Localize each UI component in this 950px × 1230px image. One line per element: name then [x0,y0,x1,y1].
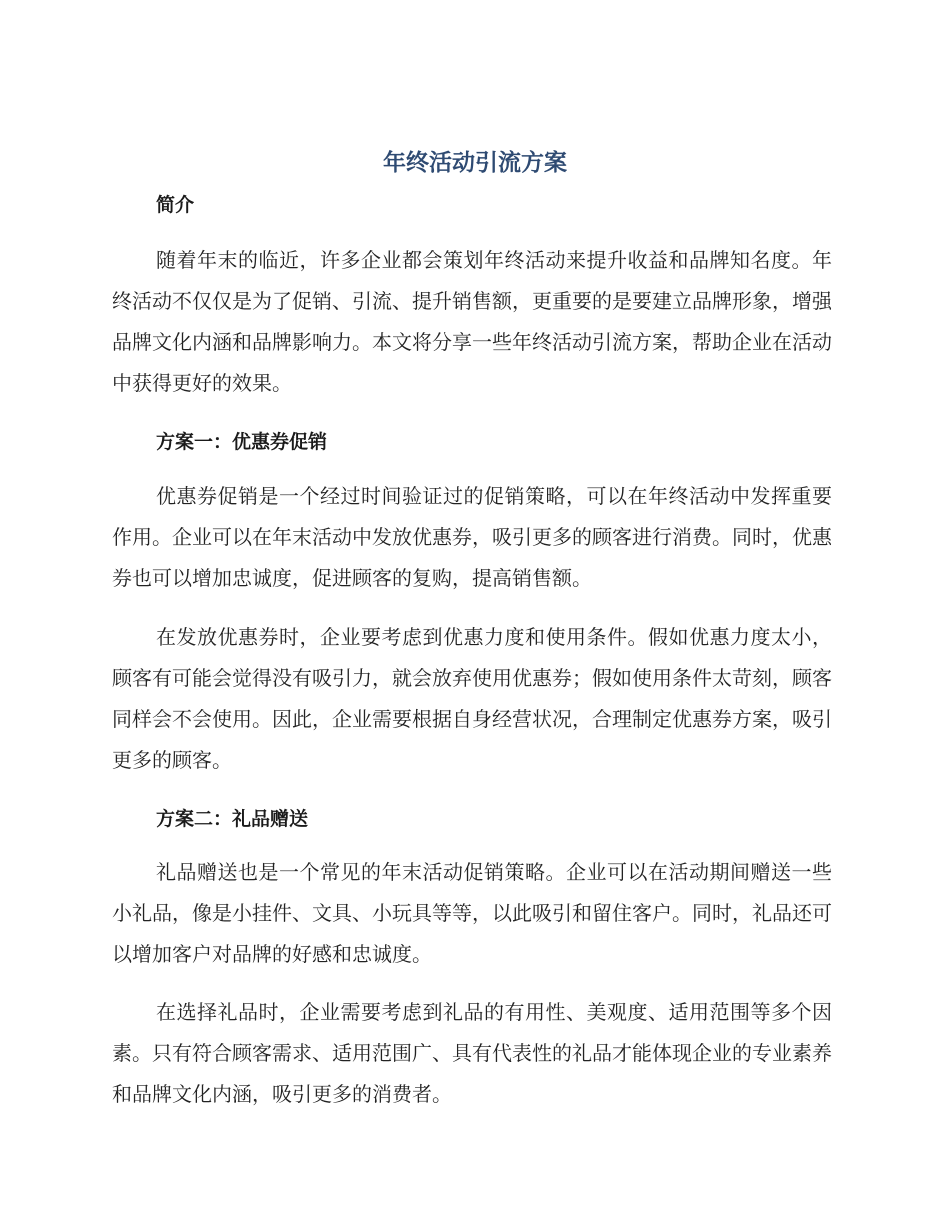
section-heading-plan-one: 方案一：优惠券促销 [156,431,328,453]
paragraph-plan-one-2: 在发放优惠券时，企业要考虑到优惠力度和使用条件。假如优惠力度太小，顾客有可能会觉得没有吸引力，就会放弃使用优惠券；假如使用条件太苛刻，顾客同样会不会使用。因此，企业需要根据自身经营状况，合理制定优惠券方案，吸引更多的顾客。 [112,625,832,772]
paragraph-plan-two-1: 礼品赠送也是一个常见的年末活动促销策略。企业可以在活动期间赠送一些小礼品，像是小挂件、文具、小玩具等等，以此吸引和留住客户。同时，礼品还可以增加客户对品牌的好感和忠诚度。 [112,860,832,966]
paragraph-intro: 随着年末的临近，许多企业都会策划年终活动来提升收益和品牌知名度。年终活动不仅仅是为了促销、引流、提升销售额，更重要的是要建立品牌形象，增强品牌文化内涵和品牌影响力。本文将分享一些年终活动引流方案，帮助企业在活动中获得更好的效果。 [112,248,832,395]
section-heading-plan-two: 方案二：礼品赠送 [156,808,309,830]
paragraph-plan-two-2: 在选择礼品时，企业需要考虑到礼品的有用性、美观度、适用范围等多个因素。只有符合顾客需求、适用范围广、具有代表性的礼品才能体现企业的专业素养和品牌文化内涵，吸引更多的消费者。 [112,1000,832,1106]
paragraph-plan-one-1: 优惠券促销是一个经过时间验证过的促销策略，可以在年终活动中发挥重要作用。企业可以在年末活动中发放优惠券，吸引更多的顾客进行消费。同时，优惠券也可以增加忠诚度，促进顾客的复购，提高销售额。 [112,484,832,590]
section-heading-intro: 简介 [156,194,195,216]
document-title: 年终活动引流方案 [383,150,567,176]
